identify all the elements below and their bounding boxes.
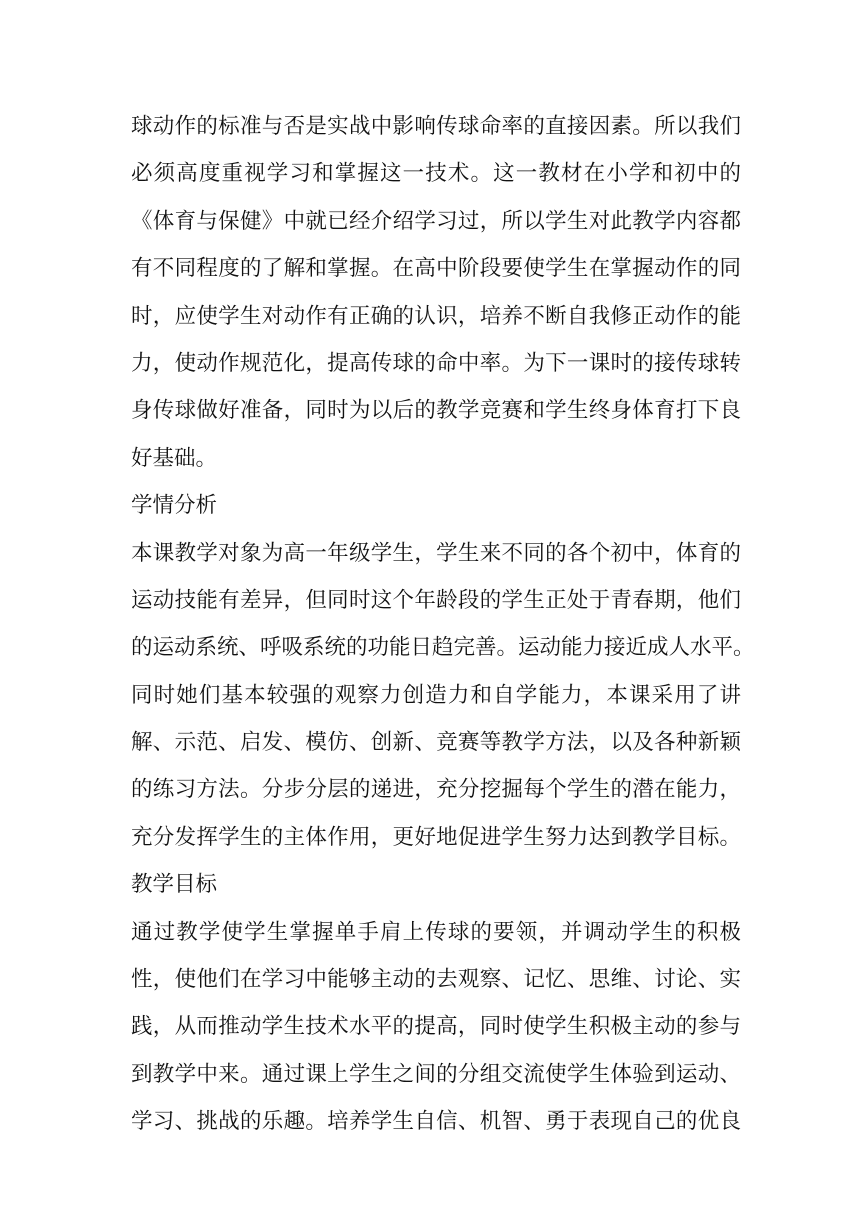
text-line: 必须高度重视学习和掌握这一技术。这一教材在小学和初中的 — [131, 161, 741, 187]
document-body — [131, 103, 755, 1146]
text-line: 解、示范、启发、模仿、创新、竞赛等教学方法，以及各种新颖 — [131, 730, 741, 756]
text-line: 好基础。 — [131, 445, 218, 471]
text-line: 到教学中来。通过课上学生之间的分组交流使学生体验到运动、 — [131, 1061, 741, 1087]
text-line: 通过教学使学生掌握单手肩上传球的要领，并调动学生的积极 — [131, 919, 741, 945]
text-line: 同时她们基本较强的观察力创造力和自学能力，本课采用了讲 — [131, 682, 741, 708]
text-line: 身传球做好准备，同时为以后的教学竞赛和学生终身体育打下良 — [131, 398, 741, 424]
text-line: 本课教学对象为高一年级学生，学生来不同的各个初中，体育的 — [131, 540, 741, 566]
paragraph-teaching-goals — [131, 909, 741, 1146]
paragraph-course-content — [131, 103, 741, 482]
text-line: 时，应使学生对动作有正确的认识，培养不断自我修正动作的能 — [131, 303, 741, 329]
text-line: 性，使他们在学习中能够主动的去观察、记忆、思维、讨论、实 — [131, 967, 741, 993]
text-line: 学习、挑战的乐趣。培养学生自信、机智、勇于表现自己的优良 — [131, 1109, 741, 1135]
text-line: 有不同程度的了解和掌握。在高中阶段要使学生在掌握动作的同 — [131, 256, 741, 282]
text-line: 力，使动作规范化，提高传球的命中率。为下一课时的接传球转 — [131, 350, 741, 376]
paragraph-learning-analysis — [131, 530, 755, 862]
text-line: 运动技能有差异，但同时这个年龄段的学生正处于青春期，他们 — [131, 587, 741, 613]
text-line: 充分发挥学生的主体作用，更好地促进学生努力达到教学目标。 — [131, 824, 741, 850]
text-line: 球动作的标准与否是实战中影响传球命率的直接因素。所以我们 — [131, 114, 741, 139]
section-heading-teaching-goals: 教学目标 — [131, 872, 218, 898]
text-line: 《体育与保健》中就已经介绍学习过，所以学生对此教学内容都 — [131, 208, 741, 234]
text-line: 践，从而推动学生技术水平的提高，同时使学生积极主动的参与 — [131, 1014, 741, 1040]
section-heading-learning-analysis: 学情分析 — [131, 493, 218, 519]
text-line: 的练习方法。分步分层的递进，充分挖掘每个学生的潜在能力， — [131, 777, 741, 803]
text-line: 的运动系统、呼吸系统的功能日趋完善。运动能力接近成人水平。 — [131, 635, 755, 661]
